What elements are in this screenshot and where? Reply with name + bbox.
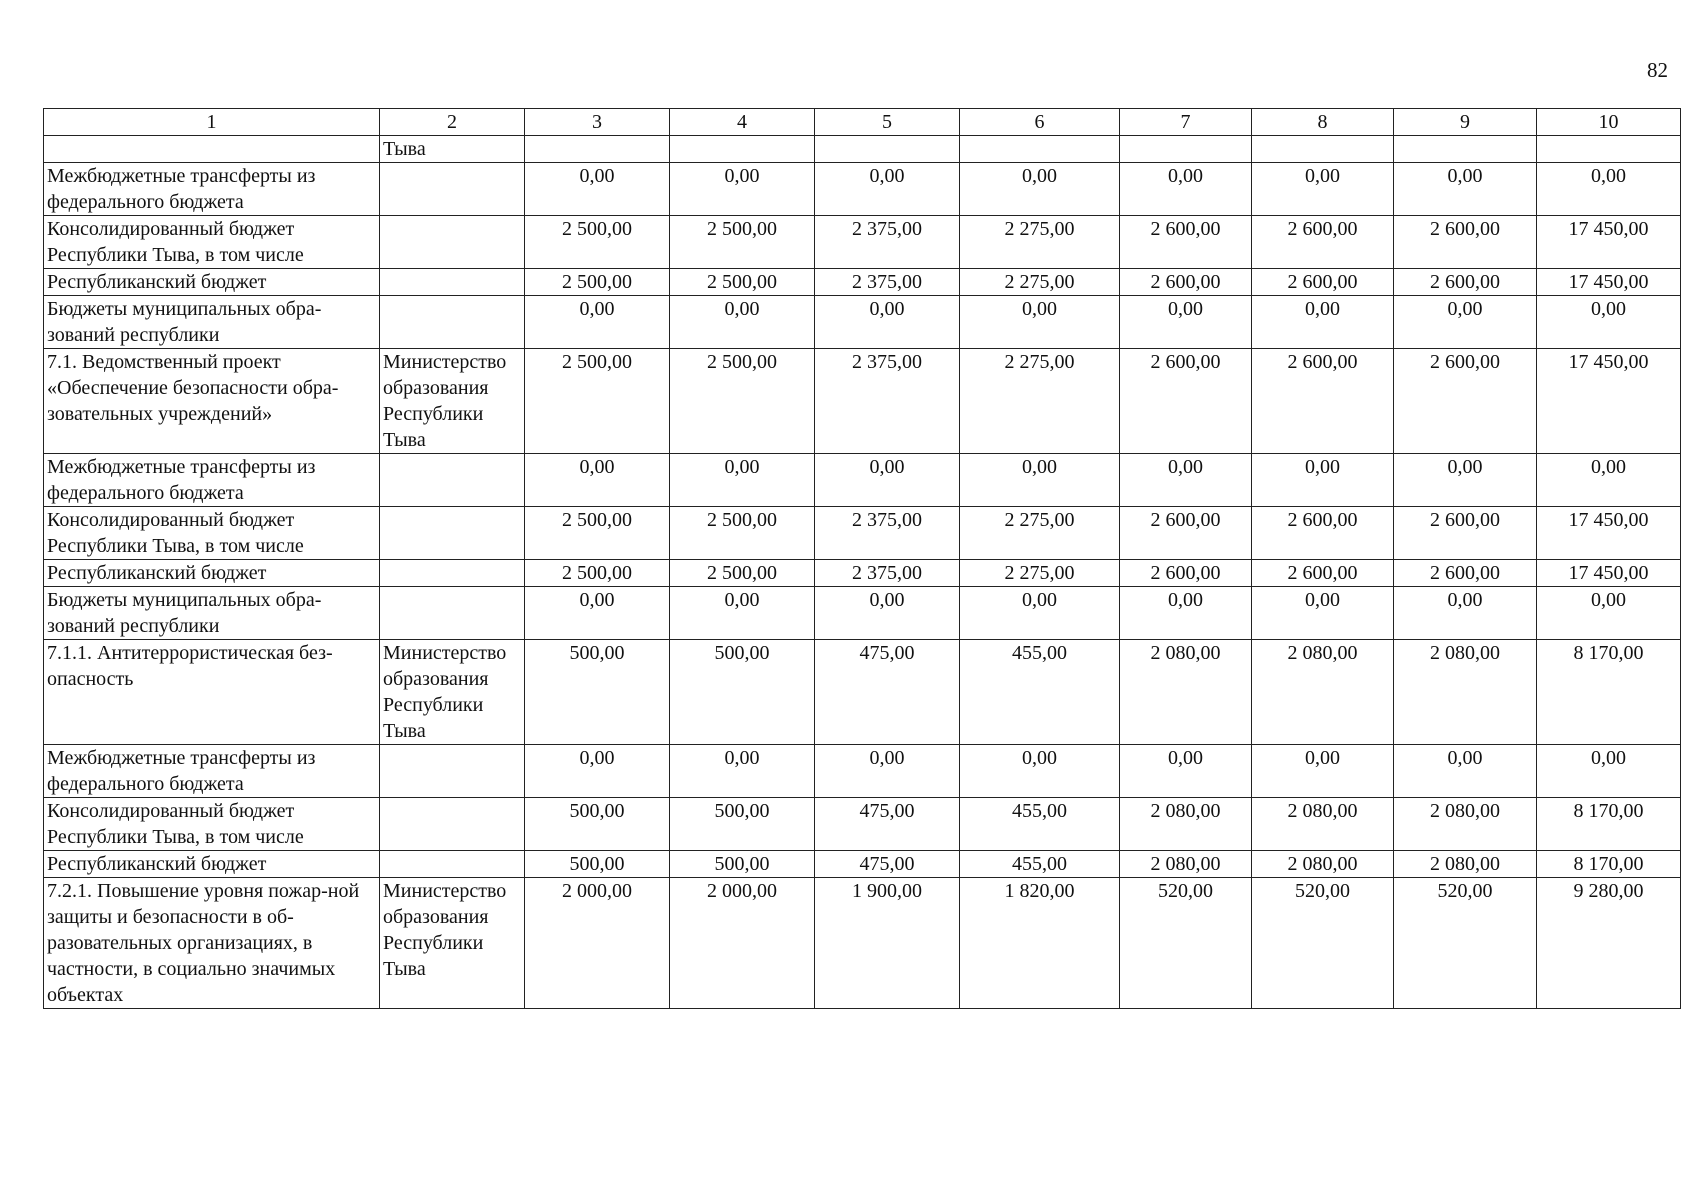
value-cell: 2 375,00: [815, 507, 960, 560]
value-cell: 0,00: [670, 163, 815, 216]
executor-cell: [380, 163, 525, 216]
executor-cell: [380, 296, 525, 349]
row-name-cell: Республиканский бюджет: [44, 851, 380, 878]
value-cell: 2 600,00: [1120, 216, 1252, 269]
value-cell: [525, 136, 670, 163]
value-cell: 0,00: [815, 587, 960, 640]
value-cell: 2 500,00: [670, 269, 815, 296]
value-cell: 8 170,00: [1537, 640, 1681, 745]
value-cell: 2 080,00: [1252, 640, 1394, 745]
value-cell: 8 170,00: [1537, 851, 1681, 878]
table-row: [44, 507, 1681, 560]
row-name-cell: Республиканский бюджет: [44, 269, 380, 296]
value-cell: 500,00: [525, 640, 670, 745]
value-cell: 0,00: [1394, 454, 1537, 507]
value-cell: 8 170,00: [1537, 798, 1681, 851]
value-cell: 0,00: [1120, 163, 1252, 216]
row-name-cell: [44, 136, 380, 163]
table-row: [44, 587, 1681, 640]
header-row: [44, 109, 1681, 136]
value-cell: [1252, 136, 1394, 163]
value-cell: 2 375,00: [815, 269, 960, 296]
value-cell: 2 375,00: [815, 349, 960, 454]
value-cell: 0,00: [1537, 163, 1681, 216]
table-body: [44, 109, 1681, 1009]
table-row: [44, 136, 1681, 163]
table-row: [44, 454, 1681, 507]
value-cell: 2 600,00: [1252, 507, 1394, 560]
value-cell: 0,00: [1120, 587, 1252, 640]
value-cell: 0,00: [960, 454, 1120, 507]
table-row: [44, 349, 1681, 454]
executor-cell: Тыва: [380, 136, 525, 163]
value-cell: 2 080,00: [1120, 798, 1252, 851]
budget-table: [43, 108, 1681, 1009]
value-cell: 0,00: [525, 296, 670, 349]
value-cell: 2 500,00: [525, 349, 670, 454]
value-cell: 0,00: [1537, 454, 1681, 507]
value-cell: 520,00: [1252, 878, 1394, 1009]
value-cell: 475,00: [815, 798, 960, 851]
table-row: [44, 560, 1681, 587]
value-cell: 2 375,00: [815, 560, 960, 587]
value-cell: 2 600,00: [1252, 560, 1394, 587]
column-header: 8: [1252, 109, 1394, 136]
value-cell: 0,00: [1120, 745, 1252, 798]
value-cell: 0,00: [960, 587, 1120, 640]
value-cell: 17 450,00: [1537, 507, 1681, 560]
row-name-cell: Межбюджетные трансферты из федерального бюджета: [44, 745, 380, 798]
executor-cell: [380, 507, 525, 560]
value-cell: 500,00: [670, 798, 815, 851]
value-cell: 2 000,00: [525, 878, 670, 1009]
value-cell: 0,00: [1394, 163, 1537, 216]
executor-cell: [380, 851, 525, 878]
value-cell: 0,00: [815, 745, 960, 798]
table-row: [44, 798, 1681, 851]
value-cell: 0,00: [525, 745, 670, 798]
value-cell: [1537, 136, 1681, 163]
executor-cell: [380, 216, 525, 269]
value-cell: 9 280,00: [1537, 878, 1681, 1009]
value-cell: 2 600,00: [1394, 560, 1537, 587]
row-name-cell: 7.1.1. Антитеррористическая без-опасность: [44, 640, 380, 745]
row-name-cell: 7.1. Ведомственный проект «Обеспечение безопасности обра-зовательных учреждений»: [44, 349, 380, 454]
column-header: 7: [1120, 109, 1252, 136]
row-name-cell: Бюджеты муниципальных обра-зований республики: [44, 587, 380, 640]
value-cell: [960, 136, 1120, 163]
value-cell: 2 500,00: [670, 507, 815, 560]
value-cell: 0,00: [1120, 296, 1252, 349]
executor-cell: Министерство образования Республики Тыва: [380, 640, 525, 745]
row-name-cell: Консолидированный бюджет Республики Тыва, в том числе: [44, 507, 380, 560]
value-cell: 475,00: [815, 851, 960, 878]
row-name-cell: Межбюджетные трансферты из федерального бюджета: [44, 163, 380, 216]
value-cell: 0,00: [960, 745, 1120, 798]
executor-cell: [380, 454, 525, 507]
value-cell: 0,00: [1252, 587, 1394, 640]
value-cell: 2 080,00: [1120, 851, 1252, 878]
executor-cell: Министерство образования Республики Тыва: [380, 878, 525, 1009]
value-cell: 2 600,00: [1120, 269, 1252, 296]
table-row: [44, 851, 1681, 878]
executor-cell: [380, 587, 525, 640]
row-name-cell: Межбюджетные трансферты из федерального бюджета: [44, 454, 380, 507]
value-cell: 500,00: [525, 851, 670, 878]
row-name-cell: Республиканский бюджет: [44, 560, 380, 587]
value-cell: 2 080,00: [1252, 798, 1394, 851]
value-cell: 475,00: [815, 640, 960, 745]
column-header: 9: [1394, 109, 1537, 136]
value-cell: 17 450,00: [1537, 216, 1681, 269]
value-cell: [1120, 136, 1252, 163]
value-cell: 2 500,00: [670, 560, 815, 587]
value-cell: 2 500,00: [670, 349, 815, 454]
row-name-cell: Консолидированный бюджет Республики Тыва, в том числе: [44, 798, 380, 851]
value-cell: 455,00: [960, 851, 1120, 878]
value-cell: 2 600,00: [1394, 269, 1537, 296]
value-cell: 2 080,00: [1394, 640, 1537, 745]
row-name-cell: Консолидированный бюджет Республики Тыва, в том числе: [44, 216, 380, 269]
table-row: [44, 163, 1681, 216]
row-name-cell: 7.2.1. Повышение уровня пожар-ной защиты и безопасности в об-разовательных организациях, в частности, в социально значимых объектах: [44, 878, 380, 1009]
value-cell: 0,00: [1252, 454, 1394, 507]
value-cell: 2 600,00: [1394, 507, 1537, 560]
value-cell: 0,00: [1120, 454, 1252, 507]
value-cell: 0,00: [1537, 587, 1681, 640]
value-cell: 2 000,00: [670, 878, 815, 1009]
table-row: [44, 640, 1681, 745]
column-header: 3: [525, 109, 670, 136]
table-row: [44, 296, 1681, 349]
value-cell: 0,00: [815, 454, 960, 507]
value-cell: 2 600,00: [1252, 269, 1394, 296]
value-cell: 2 600,00: [1252, 216, 1394, 269]
value-cell: 0,00: [1252, 296, 1394, 349]
value-cell: 1 820,00: [960, 878, 1120, 1009]
value-cell: 455,00: [960, 798, 1120, 851]
value-cell: 2 600,00: [1252, 349, 1394, 454]
page-number: 82: [1647, 58, 1668, 82]
value-cell: 520,00: [1394, 878, 1537, 1009]
value-cell: 2 600,00: [1394, 216, 1537, 269]
value-cell: 2 600,00: [1394, 349, 1537, 454]
value-cell: 500,00: [525, 798, 670, 851]
value-cell: 0,00: [815, 296, 960, 349]
value-cell: 0,00: [1394, 296, 1537, 349]
value-cell: 2 080,00: [1394, 851, 1537, 878]
value-cell: 2 500,00: [525, 507, 670, 560]
table-row: [44, 878, 1681, 1009]
value-cell: 2 080,00: [1394, 798, 1537, 851]
value-cell: 2 275,00: [960, 507, 1120, 560]
value-cell: 0,00: [525, 454, 670, 507]
value-cell: 0,00: [525, 163, 670, 216]
value-cell: 2 080,00: [1252, 851, 1394, 878]
value-cell: 2 600,00: [1120, 507, 1252, 560]
table-row: [44, 269, 1681, 296]
value-cell: 2 080,00: [1120, 640, 1252, 745]
value-cell: [1394, 136, 1537, 163]
value-cell: 17 450,00: [1537, 349, 1681, 454]
value-cell: 0,00: [670, 745, 815, 798]
value-cell: 2 600,00: [1120, 560, 1252, 587]
value-cell: 0,00: [670, 587, 815, 640]
value-cell: 17 450,00: [1537, 560, 1681, 587]
value-cell: 2 500,00: [525, 560, 670, 587]
column-header: 5: [815, 109, 960, 136]
value-cell: 2 275,00: [960, 349, 1120, 454]
value-cell: 0,00: [1537, 296, 1681, 349]
value-cell: [815, 136, 960, 163]
executor-cell: [380, 745, 525, 798]
value-cell: 1 900,00: [815, 878, 960, 1009]
value-cell: 0,00: [1394, 745, 1537, 798]
value-cell: 500,00: [670, 851, 815, 878]
value-cell: 0,00: [670, 454, 815, 507]
executor-cell: [380, 269, 525, 296]
table-row: [44, 745, 1681, 798]
value-cell: 0,00: [525, 587, 670, 640]
column-header: 2: [380, 109, 525, 136]
row-name-cell: Бюджеты муниципальных обра-зований республики: [44, 296, 380, 349]
executor-cell: [380, 560, 525, 587]
column-header: 10: [1537, 109, 1681, 136]
column-header: 4: [670, 109, 815, 136]
executor-cell: [380, 798, 525, 851]
value-cell: 0,00: [960, 163, 1120, 216]
value-cell: 2 275,00: [960, 269, 1120, 296]
executor-cell: Министерство образования Республики Тыва: [380, 349, 525, 454]
value-cell: 0,00: [1537, 745, 1681, 798]
value-cell: 17 450,00: [1537, 269, 1681, 296]
table-row: [44, 216, 1681, 269]
value-cell: 455,00: [960, 640, 1120, 745]
value-cell: 0,00: [1394, 587, 1537, 640]
value-cell: 0,00: [670, 296, 815, 349]
value-cell: [670, 136, 815, 163]
value-cell: 2 375,00: [815, 216, 960, 269]
value-cell: 0,00: [1252, 745, 1394, 798]
value-cell: 2 275,00: [960, 216, 1120, 269]
value-cell: 0,00: [960, 296, 1120, 349]
value-cell: 520,00: [1120, 878, 1252, 1009]
value-cell: 2 500,00: [525, 269, 670, 296]
value-cell: 500,00: [670, 640, 815, 745]
value-cell: 0,00: [815, 163, 960, 216]
column-header: 1: [44, 109, 380, 136]
value-cell: 0,00: [1252, 163, 1394, 216]
column-header: 6: [960, 109, 1120, 136]
value-cell: 2 500,00: [525, 216, 670, 269]
value-cell: 2 600,00: [1120, 349, 1252, 454]
value-cell: 2 275,00: [960, 560, 1120, 587]
value-cell: 2 500,00: [670, 216, 815, 269]
